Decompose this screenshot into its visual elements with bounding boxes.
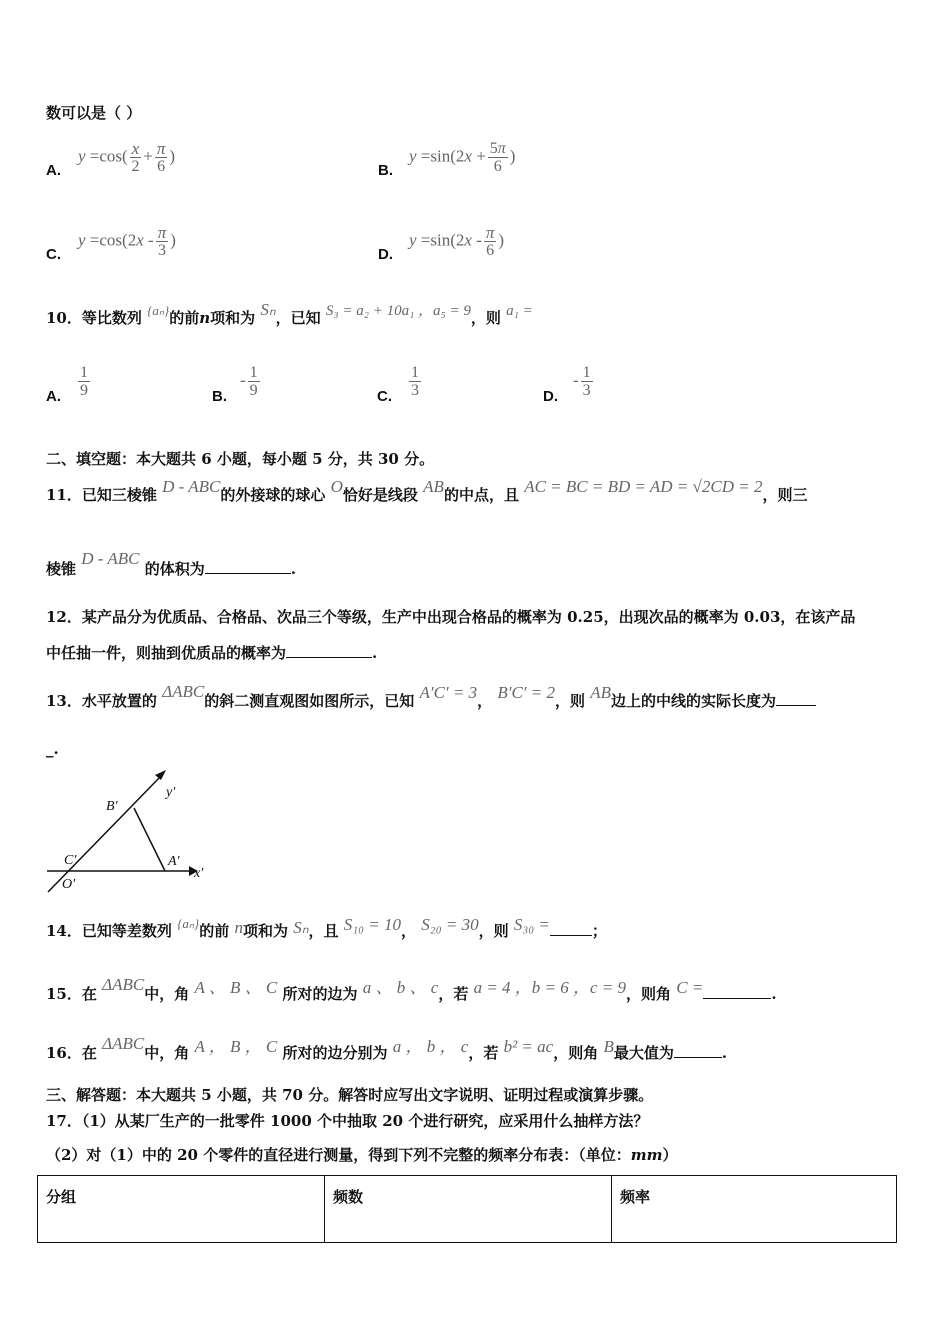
q17-line1: 17．（1）从某厂生产的一批零件 1000 个中抽取 20 个进行研究，应采用什么抽样方法？ xyxy=(46,1112,649,1130)
q10-option-b-label: B. xyxy=(212,388,227,405)
oblique-projection-figure xyxy=(44,765,219,900)
segment-ba xyxy=(134,808,165,871)
table-header-cell: 分组 xyxy=(38,1176,325,1243)
q10-number: 10． xyxy=(46,309,82,327)
table-header-row xyxy=(38,1176,897,1243)
q11-stem-line2: 棱锥 D - ABC 的体积为 . xyxy=(46,549,296,578)
q10-sn: Sₙ xyxy=(260,300,276,319)
label-c: C′ xyxy=(64,853,77,868)
q10-condition: S₃ = a₂ + 10a₁ ，a₅ = 9 xyxy=(325,303,471,319)
q9-option-a-expr: y =cos( $\frac{x}{2}$ + $\frac{\pi}{6}$ ) xyxy=(78,139,176,175)
q11-number: 11． xyxy=(46,486,82,504)
q10-option-d-expr: - $\frac{1}{3}$ xyxy=(573,364,591,399)
q10-stem: 10．等比数列 {aₙ}的前n项和为 Sₙ，已知 S₃ = a₂ + 10a₁ ，a₅ = 9，则 a₁ = xyxy=(46,300,533,327)
q10-seq: {aₙ} xyxy=(147,303,170,318)
q10-option-c-expr: $\frac{1}{3}$ xyxy=(411,364,419,399)
q9-option-c-label: C. xyxy=(46,246,61,263)
q12-line1: 12．某产品分为优质品、合格品、次品三个等级，生产中出现合格品的概率为 0.25，出现次品的概率为 0.03，在该产品 xyxy=(46,608,856,626)
section-2-heading: 二、填空题：本大题共 6 小题，每小题 5 分，共 30 分。 xyxy=(46,450,435,468)
q15-answer-blank[interactable] xyxy=(703,986,771,999)
q15-stem: 15．在 ΔABC中，角 A 、 B 、 C 所对的边为 a 、 b 、 c，若 a = 4 ，b = 6 ，c = 9，则角 C = . xyxy=(46,975,777,1003)
q12-answer-blank[interactable] xyxy=(286,645,372,658)
q10-option-c-label: C. xyxy=(377,388,392,405)
q13-line2: _. xyxy=(46,740,59,758)
q9-option-c-expr: y =cos(2x - $\frac{\pi}{3}$ ) xyxy=(78,223,176,259)
y-axis-arrow xyxy=(155,770,166,780)
table-header-cell: 频数 xyxy=(325,1176,612,1243)
q10-ask: a₁ = xyxy=(506,303,533,319)
section-3-heading: 三、解答题：本大题共 5 小题，共 70 分。解答时应写出文字说明、证明过程或演算步骤。 xyxy=(46,1086,654,1104)
q9-option-a-label: A. xyxy=(46,162,61,179)
q9-option-b-expr: y =sin(2x + $\frac{5\pi}{6}$ ) xyxy=(409,140,516,175)
q10-option-d-label: D. xyxy=(543,388,558,405)
label-o: O′ xyxy=(62,877,76,892)
q15-number: 15． xyxy=(46,985,82,1003)
q13-answer-blank[interactable] xyxy=(776,693,816,706)
q9-option-d-label: D. xyxy=(378,246,393,263)
q17-line2: （2）对（1）中的 20 个零件的直径进行测量，得到下列不完整的频率分布表：（单位：mm） xyxy=(46,1146,678,1164)
label-a: A′ xyxy=(168,854,180,869)
q11-condition: AC = BC = BD = AD = √2CD = 2 xyxy=(524,477,763,496)
q10-option-a-expr: $\frac{1}{9}$ xyxy=(80,364,88,399)
label-b: B′ xyxy=(106,799,118,814)
table-header-cell: 频率 xyxy=(612,1176,897,1243)
q16-number: 16． xyxy=(46,1044,82,1062)
q11-stem-line1: 11．已知三棱锥 D - ABC的外接球的球心 O恰好是线段 AB的中点，且 AC = BC = BD = AD = √2CD = 2，则三 xyxy=(46,477,808,504)
q14-stem: 14．已知等差数列 {aₙ}的前 n项和为 Sₙ，且 S₁₀ = 10， S₂₀ = 30，则 S₃₀ = ； xyxy=(46,915,607,940)
q9-option-d-expr: y =sin(2x - $\frac{\pi}{6}$ ) xyxy=(409,223,505,259)
q13-stem: 13．水平放置的 ΔABC的斜二测直观图如图所示，已知 A′C′ = 3， B′C′ = 2，则 AB边上的中线的实际长度为 xyxy=(46,690,816,711)
y-axis-line xyxy=(48,775,162,892)
q9-option-b-label: B. xyxy=(378,162,393,179)
frequency-distribution-table xyxy=(37,1175,897,1243)
q16-answer-blank[interactable] xyxy=(674,1045,722,1058)
q10-option-a-label: A. xyxy=(46,388,61,405)
q13-number: 13． xyxy=(46,692,82,710)
q14-number: 14． xyxy=(46,922,82,940)
q11-answer-blank[interactable] xyxy=(205,561,291,574)
q16-stem: 16．在 ΔABC中，角 A ， B ， C 所对的边分别为 a ， b ， c，若 b² = ac，则角 B最大值为 . xyxy=(46,1034,728,1062)
label-y: y′ xyxy=(166,785,176,800)
q9-stem: 数可以是（ ） xyxy=(46,104,142,122)
q14-answer-blank[interactable] xyxy=(550,923,592,936)
q12-line2: 中任抽一件，则抽到优质品的概率为 . xyxy=(46,644,378,662)
q10-option-b-expr: - $\frac{1}{9}$ xyxy=(240,364,258,399)
label-x: x′ xyxy=(194,866,204,881)
